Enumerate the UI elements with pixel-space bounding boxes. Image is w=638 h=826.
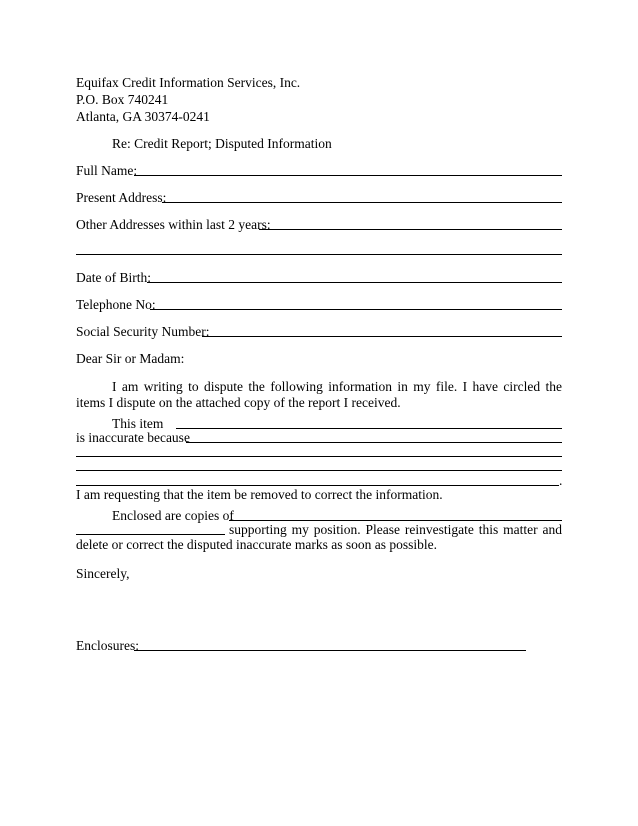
trailing-period: .	[559, 473, 563, 488]
subject-line: Re: Credit Report; Disputed Information	[112, 136, 332, 151]
request-sentence: I am requesting that the item be removed to correct the information.	[76, 487, 443, 502]
inaccurate-reason-field[interactable]	[186, 442, 562, 443]
inaccurate-because-label: is inaccurate because	[76, 430, 190, 445]
enclosures-label: Enclosures:	[76, 638, 139, 653]
closing-sincerely: Sincerely,	[76, 566, 130, 581]
supporting-position-text: supporting my position. Please reinvestigate this matter and	[229, 522, 562, 537]
date-of-birth-label: Date of Birth:	[76, 270, 151, 285]
ssn-label: Social Security Number:	[76, 324, 210, 339]
other-addresses-field[interactable]	[259, 229, 562, 230]
date-of-birth-field[interactable]	[147, 282, 562, 283]
this-item-label: This item	[112, 416, 164, 431]
telephone-label: Telephone No:	[76, 297, 156, 312]
inaccurate-reason-line4[interactable]	[76, 485, 559, 486]
full-name-field[interactable]	[134, 175, 562, 176]
enclosed-copies-label: Enclosed are copies of	[112, 508, 234, 523]
present-address-field[interactable]	[162, 202, 562, 203]
inaccurate-reason-line3[interactable]	[76, 470, 562, 471]
salutation: Dear Sir or Madam:	[76, 351, 185, 366]
telephone-field[interactable]	[150, 309, 562, 310]
recipient-address-line1: P.O. Box 740241	[76, 92, 169, 107]
recipient-address-line2: Atlanta, GA 30374-0241	[76, 109, 210, 124]
dispute-paragraph: I am writing to dispute the following information in my file. I have circled the items I dispute on the attached copy of the report I received.	[76, 379, 562, 410]
enclosed-copies-field[interactable]	[229, 520, 562, 521]
other-addresses-label: Other Addresses within last 2 years:	[76, 217, 271, 232]
ssn-field[interactable]	[202, 336, 562, 337]
this-item-field[interactable]	[176, 428, 562, 429]
present-address-label: Present Address:	[76, 190, 167, 205]
enclosures-field[interactable]	[134, 650, 526, 651]
recipient-name: Equifax Credit Information Services, Inc.	[76, 75, 301, 90]
other-addresses-field-line2[interactable]	[76, 254, 562, 255]
delete-correct-text: delete or correct the disputed inaccurate marks as soon as possible.	[76, 537, 437, 552]
enclosed-copies-field-line2[interactable]	[76, 534, 225, 535]
full-name-label: Full Name:	[76, 163, 138, 178]
inaccurate-reason-line2[interactable]	[76, 456, 562, 457]
